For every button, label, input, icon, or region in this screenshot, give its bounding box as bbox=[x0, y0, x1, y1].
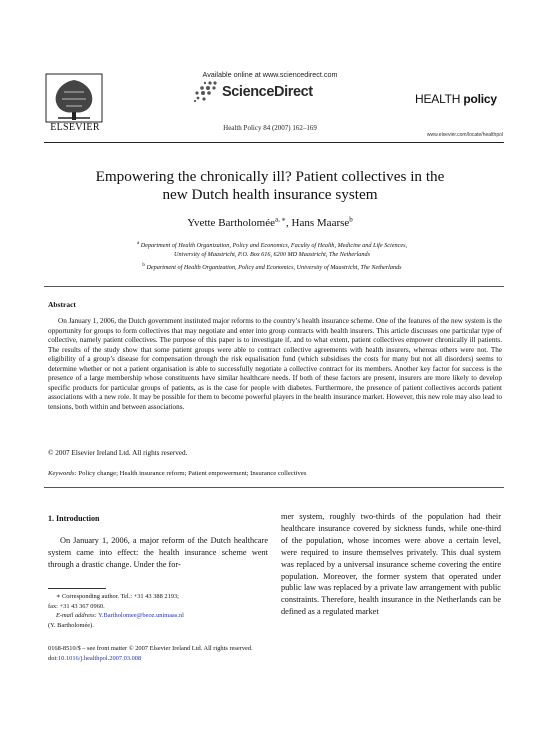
footnote-fax: fax: +31 43 367 0960. bbox=[48, 602, 105, 610]
header-rule bbox=[44, 142, 504, 143]
keywords-label: Keywords: bbox=[48, 470, 77, 477]
author-2: Hans Maarse bbox=[291, 217, 350, 229]
affiliation-b-mark: b bbox=[142, 262, 145, 268]
footnote-rule bbox=[48, 588, 106, 589]
journal-url[interactable]: www.elsevier.com/locate/healthpol bbox=[426, 132, 503, 138]
footnote-name: (Y. Bartholomée). bbox=[48, 621, 94, 629]
affiliation-a-mark: a bbox=[136, 240, 140, 246]
doi-link[interactable]: 10.1016/j.healthpol.2007.03.008 bbox=[57, 654, 142, 662]
footnote-corresponding: Corresponding author. Tel.: +31 43 388 2193; bbox=[61, 593, 179, 600]
abstract-bottom-rule bbox=[44, 487, 504, 488]
footnote bbox=[48, 592, 268, 630]
author-1-mark[interactable]: a, ∗ bbox=[275, 215, 287, 224]
footnote-email-label: E-mail address: bbox=[56, 612, 97, 620]
author-separator: , bbox=[286, 217, 292, 229]
author-2-mark[interactable]: b bbox=[349, 215, 353, 224]
issn-line: 0168-8510/$ – see front matter © 2007 Elsevier Ireland Ltd. All rights reserved. bbox=[48, 645, 253, 652]
affiliation-a-line-2: University of Maastricht, P.O. Box 616, 6200 MD Maastricht, The Netherlands bbox=[174, 251, 370, 259]
abstract-top-rule bbox=[44, 286, 504, 287]
sciencedirect-dots-icon bbox=[192, 80, 220, 104]
journal-reference: Health Policy 84 (2007) 162–169 bbox=[223, 124, 317, 132]
title-line-1: Empowering the chronically ill? Patient collectives in the bbox=[95, 168, 445, 185]
author-list bbox=[60, 217, 480, 229]
journal-logo-bold: policy bbox=[463, 92, 497, 106]
abstract-heading: Abstract bbox=[48, 300, 76, 309]
title-line-2: new Dutch health insurance system bbox=[162, 186, 378, 203]
affiliation-a-line-1: Department of Health Organization, Policy and Economics, Faculty of Health, Medicine and Life Sciences, bbox=[140, 242, 408, 249]
section-heading: 1. Introduction bbox=[48, 514, 100, 523]
left-column-text: On January 1, 2006, a major reform of the Dutch healthcare system came into effect: the health insurance scheme went through a drastic change. Under the for- bbox=[48, 536, 268, 569]
doi-label: doi: bbox=[48, 654, 58, 662]
footnote-email-link[interactable]: Y.Bartholomee@beoz.unimaas.nl bbox=[98, 612, 184, 620]
footnote-mark: ∗ bbox=[56, 593, 61, 600]
affiliation-b bbox=[56, 263, 488, 272]
keywords-text: Policy change; Health insurance reform; Patient empowerment; Insurance collectives bbox=[78, 470, 307, 477]
article-title bbox=[60, 168, 480, 204]
sciencedirect-logo-text: ScienceDirect bbox=[222, 84, 313, 100]
abstract-copyright: © 2007 Elsevier Ireland Ltd. All rights reserved. bbox=[48, 449, 188, 457]
author-1: Yvette Bartholomée bbox=[187, 217, 276, 229]
right-column-text: mer system, roughly two-thirds of the population had their healthcare insurance covered by sickness funds, while one-third of the population, whose incomes were above a certain level, were required to insure themselves privately. This dual system was replaced by a universal insurance scheme covering the entire population. Moreover, the former system that operated under public law was replaced by a private law arrangement with public constraints. Therefore, health insurance in the Netherlands can be defined as a regulated market bbox=[281, 512, 501, 617]
journal-logo-light: HEALTH bbox=[415, 92, 464, 106]
footnote-corresponding-line bbox=[48, 592, 268, 602]
publisher-name: ELSEVIER bbox=[50, 122, 100, 133]
abstract-body: On January 1, 2006, the Dutch government instituted major reforms to the country’s health insurance scheme. One of the features of the new system is the opportunity for groups to form collectives that may negotiate and enter into group contracts with health insurers. This article discusses one particular type of collective, namely patient collectives. The purpose of this paper is to investigate if, and to what extent, patient collectives empower chronically ill patients. The results of the study show that some patient groups were able to contract collective agreements with health insurers, whereas others were not. The eligibility of a group’s disease for compensation through the risk equalisation fund (which subsidises the costs for many but not all disorders) seems to determine whether or not a patient organisation is able to successfully negotiate a collective contract for its members. Another key factor for success is the presence of a large membership whose constituents have similar healthcare needs. If both of these factors are present, insurers are more likely to develop specific products for particular groups of patients, as is the case for people with diabetes. Furthermore, the presence of patient collectives accords patient associations with a new role. It may be possible for them to become powerful players in the health insurance market. However, this new role may also lead to tensions, both within and between associations. bbox=[48, 317, 502, 411]
available-online-text[interactable]: Available online at www.sciencedirect.com bbox=[202, 70, 338, 79]
keywords-line bbox=[48, 470, 306, 477]
affiliation-b-text: Department of Health Organization, Policy and Economics, University of Maastricht, The Netherlands bbox=[146, 264, 402, 271]
doi-line bbox=[48, 654, 253, 664]
footnote-email-line bbox=[48, 611, 268, 621]
affiliation-a bbox=[56, 241, 488, 260]
journal-logo bbox=[415, 92, 497, 106]
bottom-info bbox=[48, 644, 253, 663]
